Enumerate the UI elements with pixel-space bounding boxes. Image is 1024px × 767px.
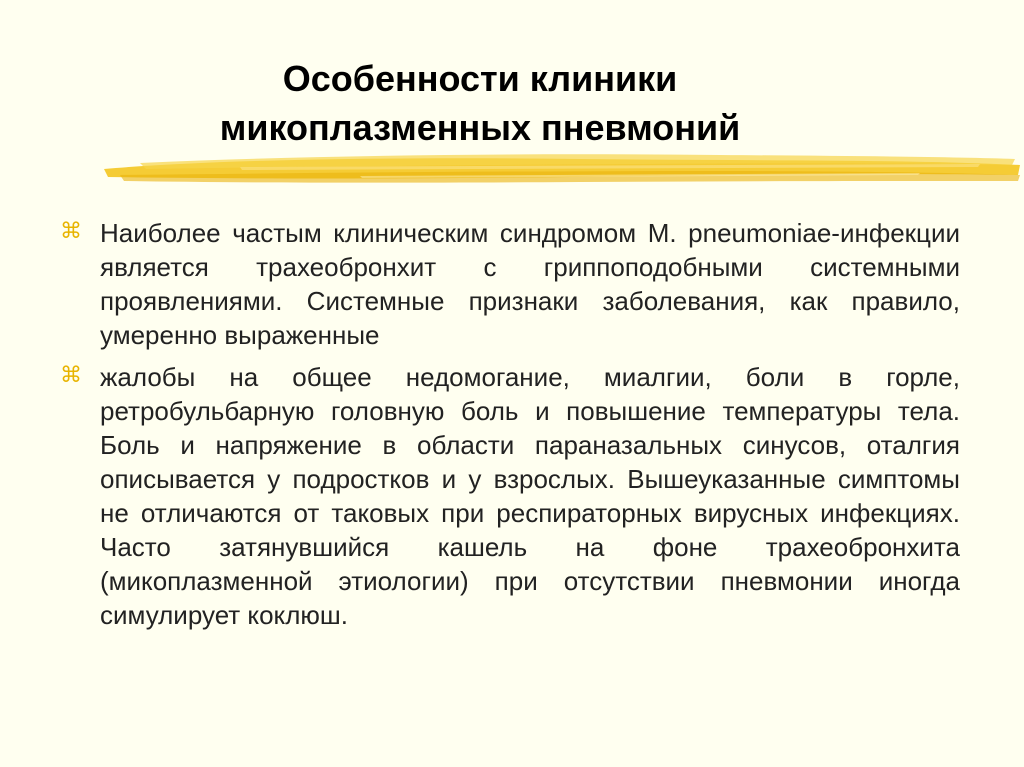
bullet-list — [60, 216, 960, 640]
bullet-text: Наиболее частым клиническим синдромом M. pneumoniae-инфекции является трахеобронхит с гриппоподобными системными проявлениями. Системные признаки заболевания, как правило, умеренно выраженные — [100, 218, 960, 350]
command-key-icon: ⌘ — [60, 363, 82, 388]
yellow-brush-stroke — [100, 145, 1024, 189]
title-line-1: Особенности клиники — [282, 58, 678, 99]
title-line-2: микоплазменных пневмоний — [219, 107, 741, 148]
list-item — [60, 216, 960, 352]
bullet-text: жалобы на общее недомогание, миалгии, боли в горле, ретробульбарную головную боль и повышение температуры тела. Боль и напряжение в области параназальных синусов, оталгия описывается у подростков и у взрослых. Вышеуказанные симптомы не отличаются от таковых при респираторных вирусных инфекциях. Часто затянувшийся кашель на фоне трахеобронхита (микоплазменной этиологии) при отсутствии пневмонии иногда симулирует коклюш. — [100, 362, 960, 630]
command-key-icon: ⌘ — [60, 219, 82, 244]
list-item — [60, 360, 960, 632]
slide-title — [120, 54, 840, 152]
